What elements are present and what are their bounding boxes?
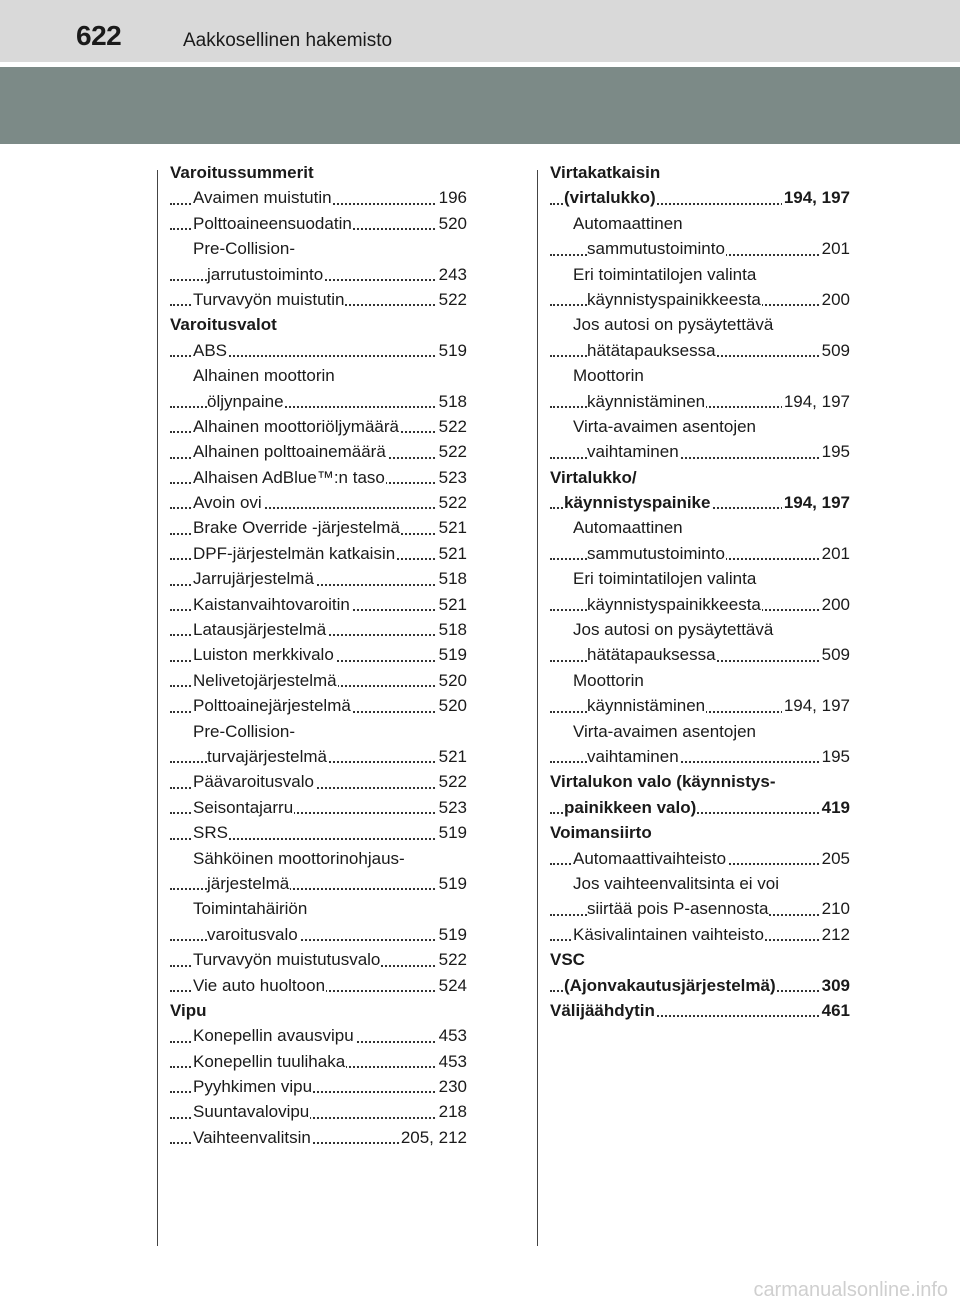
index-entry-text: Vaihteenvalitsin: [193, 1127, 311, 1147]
index-entry: [550, 693, 850, 718]
index-entry-text: järjestelmä: [207, 873, 290, 893]
index-entry-text: painikkeen valo): [564, 797, 697, 817]
index-entry: [550, 185, 850, 210]
index-entry-text: Suuntavalovipu: [193, 1102, 310, 1122]
index-entry-page: 205: [820, 846, 850, 871]
index-entry-text: (virtalukko): [564, 188, 656, 208]
index-entry-text: Avaimen muistutin: [193, 188, 332, 208]
index-entry-text: Toimintahäiriön: [193, 899, 308, 919]
index-entry: [170, 693, 467, 718]
index-entry-text: Virtalukko/: [550, 467, 637, 487]
index-entry-page: 519: [437, 642, 467, 667]
index-entry-text: Varoitussummerit: [170, 163, 314, 182]
index-entry-page: 522: [437, 414, 467, 439]
index-entry-text: Vie auto huoltoon: [193, 975, 326, 995]
index-entry: [170, 719, 467, 744]
index-entry: [170, 795, 467, 820]
index-entry: [170, 896, 467, 921]
watermark: carmanualsonline.info: [753, 1279, 948, 1301]
index-entry: [170, 566, 467, 591]
index-entry-page: 509: [820, 642, 850, 667]
page-title: Aakkosellinen hakemisto: [183, 30, 393, 51]
index-entry: [170, 998, 467, 1023]
index-entry-page: 520: [437, 211, 467, 236]
index-entry: [550, 338, 850, 363]
index-entry: [170, 846, 467, 871]
index-entry: [550, 871, 850, 896]
index-entry-text: Moottorin: [573, 670, 644, 690]
index-entry-text: Alhaisen AdBlue™:n taso: [193, 467, 385, 487]
index-entry-text: jarrutustoiminto: [207, 264, 324, 284]
index-entry-text: Jarrujärjestelmä: [193, 569, 314, 589]
index-entry-text: käynnistyspainike: [564, 493, 711, 513]
index-entry-text: vaihtaminen: [587, 442, 679, 462]
index-entry: [550, 262, 850, 287]
index-entry: [550, 363, 850, 388]
index-entry-page: 509: [820, 338, 850, 363]
index-entry: [550, 896, 850, 921]
index-entry: [170, 515, 467, 540]
index-entry-page: 520: [437, 693, 467, 718]
index-entry: [550, 236, 850, 261]
index-entry-text: Virta-avaimen asentojen: [573, 721, 757, 741]
index-entry-page: 522: [437, 490, 467, 515]
index-entry-page: 200: [820, 287, 850, 312]
index-entry-text: hätätapauksessa: [587, 645, 716, 665]
index-entry: [170, 1125, 467, 1150]
index-entry: [550, 414, 850, 439]
index-entry-text: VSC: [550, 950, 585, 970]
index-entry-page: 522: [437, 769, 467, 794]
index-entry-text: Välijäähdytin: [550, 1000, 655, 1020]
index-entry: [550, 160, 850, 185]
index-entry: [550, 439, 850, 464]
index-entry-text: turvajärjestelmä: [207, 746, 327, 766]
index-entry-text: (Ajonvakautusjärjestelmä): [564, 975, 776, 995]
index-entry: [550, 973, 850, 998]
index-entry-page: 453: [437, 1049, 467, 1074]
index-entry-text: Jos autosi on pysäytettävä: [573, 315, 774, 335]
index-entry: [170, 439, 467, 464]
index-entry-page: 518: [437, 566, 467, 591]
index-entry: [170, 490, 467, 515]
index-entry-page: 521: [437, 744, 467, 769]
index-entry: [170, 1074, 467, 1099]
index-entry-text: Turvavyön muistutusvalo: [193, 950, 381, 970]
index-entry-text: Kaistanvaihtovaroitin: [193, 594, 350, 614]
index-entry: [170, 642, 467, 667]
index-entry-page: 523: [437, 795, 467, 820]
index-entry: [170, 414, 467, 439]
index-entry: [550, 312, 850, 337]
index-entry-page: 200: [820, 592, 850, 617]
index-entry-page: 201: [820, 541, 850, 566]
index-entry: [170, 236, 467, 261]
index-entry-text: SRS: [193, 823, 228, 843]
index-entry-text: Nelivetojärjestelmä: [193, 670, 337, 690]
index-entry: [170, 287, 467, 312]
index-entry-text: käynnistyspainikkeesta: [587, 289, 761, 309]
index-entry: [550, 769, 850, 794]
header-band: [0, 67, 960, 144]
index-entry-page: 212: [820, 922, 850, 947]
index-entry-text: Jos vaihteenvalitsinta ei voi: [573, 873, 780, 893]
index-entry: [170, 211, 467, 236]
index-entry: [170, 668, 467, 693]
index-entry-text: Luiston merkkivalo: [193, 645, 334, 665]
index-entry-page: 521: [437, 515, 467, 540]
index-entry-text: Pyyhkimen vipu: [193, 1077, 313, 1097]
index-entry-page: 519: [437, 338, 467, 363]
index-entry: [170, 312, 467, 337]
index-entry-page: 218: [437, 1099, 467, 1124]
index-entry-page: 419: [820, 795, 850, 820]
index-entry-text: Avoin ovi: [193, 493, 262, 513]
index-entry-text: Varoitusvalot: [170, 315, 277, 335]
index-entry-text: Alhainen moottorin: [193, 366, 335, 386]
index-entry-text: Alhainen moottoriöljymäärä: [193, 416, 399, 436]
index-entry: [550, 617, 850, 642]
index-entry-page: 521: [437, 592, 467, 617]
index-entry-text: varoitusvalo: [207, 924, 298, 944]
index-entry-page: 519: [437, 922, 467, 947]
index-entry: [550, 642, 850, 667]
index-entry: [170, 389, 467, 414]
index-entry: [170, 617, 467, 642]
index-entry-page: 453: [437, 1023, 467, 1048]
index-entry-text: Seisontajarru: [193, 797, 294, 817]
index-entry: [550, 668, 850, 693]
index-entry-text: Sähköinen moottorinohjaus-: [193, 848, 405, 868]
index-entry-page: 205, 212: [399, 1125, 467, 1150]
index-entry: [170, 820, 467, 845]
index-entry: [550, 389, 850, 414]
index-entry: [170, 947, 467, 972]
index-entry-text: Käsivalintainen vaihteisto: [573, 924, 764, 944]
index-entry-page: 518: [437, 389, 467, 414]
index-entry: [550, 211, 850, 236]
index-entry-text: Jos autosi on pysäytettävä: [573, 620, 774, 640]
index-entry-text: öljynpaine: [207, 391, 284, 411]
index-entry-page: 194, 197: [782, 389, 850, 414]
index-entry-text: Moottorin: [573, 366, 644, 386]
index-entry: [170, 1099, 467, 1124]
index-entry-page: 518: [437, 617, 467, 642]
index-entry: [550, 515, 850, 540]
index-column-right: [550, 160, 850, 1023]
index-entry: [170, 744, 467, 769]
index-entry-text: Vipu: [170, 1000, 207, 1020]
index-entry-text: Turvavyön muistutin: [193, 289, 345, 309]
index-entry-page: 522: [437, 947, 467, 972]
index-entry: [550, 820, 850, 845]
index-entry-text: siirtää pois P-asennosta: [587, 899, 769, 919]
index-entry-text: Virtalukon valo (käynnistys-: [550, 772, 776, 792]
index-entry: [550, 566, 850, 591]
index-entry: [550, 947, 850, 972]
index-entry-text: käynnistäminen: [587, 391, 706, 411]
index-entry-text: Eri toimintatilojen valinta: [573, 569, 757, 589]
index-entry-page: 519: [437, 871, 467, 896]
index-entry: [550, 719, 850, 744]
index-entry-page: 520: [437, 668, 467, 693]
index-entry-text: Pre-Collision-: [193, 239, 296, 259]
index-entry: [550, 846, 850, 871]
index-entry: [170, 769, 467, 794]
index-entry-text: ABS: [193, 340, 228, 360]
index-entry-text: Virtakatkaisin: [550, 163, 661, 182]
index-entry-text: Latausjärjestelmä: [193, 620, 327, 640]
page-number: 622: [76, 20, 122, 51]
index-entry-page: 243: [437, 262, 467, 287]
index-entry-page: 194, 197: [782, 693, 850, 718]
index-entry-text: Konepellin tuulihaka: [193, 1051, 346, 1071]
column-rule-left: [157, 170, 158, 1246]
index-column-left: [170, 160, 467, 1150]
index-entry: [170, 541, 467, 566]
index-entry: [170, 465, 467, 490]
index-entry: [170, 160, 467, 185]
index-entry: [170, 363, 467, 388]
index-entry-text: Alhainen polttoainemäärä: [193, 442, 386, 462]
index-entry: [550, 744, 850, 769]
index-entry: [170, 1049, 467, 1074]
index-entry-text: Voimansiirto: [550, 823, 652, 843]
index-entry-text: hätätapauksessa: [587, 340, 716, 360]
index-entry: [550, 998, 850, 1023]
index-entry-text: Konepellin avausvipu: [193, 1026, 354, 1046]
index-entry-text: sammutustoiminto: [587, 239, 725, 259]
index-entry: [170, 871, 467, 896]
index-entry: [550, 922, 850, 947]
header-bar: [0, 0, 960, 62]
index-entry: [170, 922, 467, 947]
index-entry-text: Automaattinen: [573, 518, 683, 538]
index-entry-page: 201: [820, 236, 850, 261]
index-entry-text: Automaattinen: [573, 213, 683, 233]
index-entry-page: 524: [437, 973, 467, 998]
index-entry-page: 523: [437, 465, 467, 490]
index-entry-text: käynnistyspainikkeesta: [587, 594, 761, 614]
index-entry: [550, 795, 850, 820]
index-entry-text: Eri toimintatilojen valinta: [573, 264, 757, 284]
index-entry: [550, 287, 850, 312]
index-entry: [170, 1023, 467, 1048]
index-entry-text: vaihtaminen: [587, 746, 679, 766]
index-entry-page: 309: [820, 973, 850, 998]
index-entry: [550, 490, 850, 515]
index-entry-page: 195: [820, 744, 850, 769]
index-entry-page: 194, 197: [782, 185, 850, 210]
index-entry-text: käynnistäminen: [587, 696, 706, 716]
index-entry-text: Polttoainejärjestelmä: [193, 696, 351, 716]
index-entry-page: 461: [820, 998, 850, 1023]
index-entry-text: Automaattivaihteisto: [573, 848, 727, 868]
index-entry-page: 196: [437, 185, 467, 210]
column-rule-middle: [537, 170, 538, 1246]
index-entry-page: 519: [437, 820, 467, 845]
index-entry-text: Brake Override -järjestelmä: [193, 518, 400, 538]
index-entry: [170, 185, 467, 210]
index-entry-text: sammutustoiminto: [587, 543, 725, 563]
index-entry-page: 522: [437, 287, 467, 312]
index-entry: [170, 973, 467, 998]
index-entry-text: Polttoaineensuodatin: [193, 213, 352, 233]
index-entry-page: 195: [820, 439, 850, 464]
index-entry: [550, 592, 850, 617]
index-entry: [170, 338, 467, 363]
index-entry-text: DPF-järjestelmän katkaisin: [193, 543, 396, 563]
index-entry: [550, 541, 850, 566]
index-entry-page: 522: [437, 439, 467, 464]
index-entry-page: 194, 197: [782, 490, 850, 515]
index-entry-page: 210: [820, 896, 850, 921]
index-entry: [550, 465, 850, 490]
index-entry-page: 230: [437, 1074, 467, 1099]
index-entry-page: 521: [437, 541, 467, 566]
index-entry-text: Päävaroitusvalo: [193, 772, 314, 792]
index-entry-text: Pre-Collision-: [193, 721, 296, 741]
index-entry: [170, 262, 467, 287]
index-entry: [170, 592, 467, 617]
index-entry-text: Virta-avaimen asentojen: [573, 416, 757, 436]
